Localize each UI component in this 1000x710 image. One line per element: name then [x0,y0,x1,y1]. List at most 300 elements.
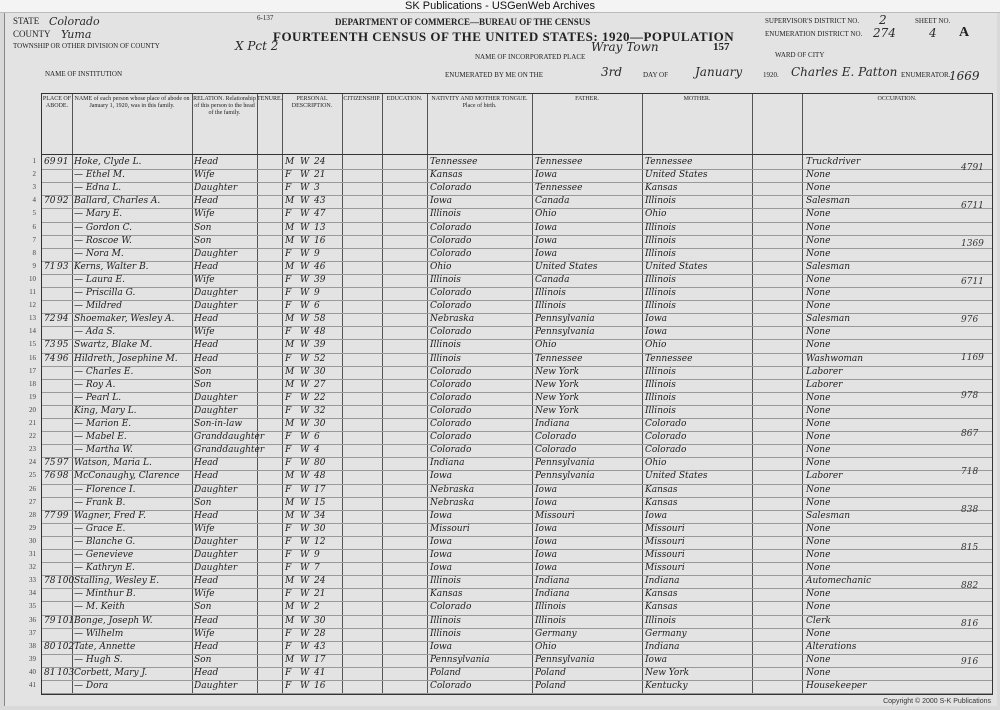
relation: Wife [194,274,215,285]
mother-birthplace: Illinois [645,392,676,403]
birthplace: Pennsylvania [430,654,490,665]
age: 32 [314,405,326,416]
sex: F [285,353,292,364]
birthplace: Indiana [430,458,465,469]
mother-birthplace: Iowa [645,510,668,521]
race: W [300,157,310,167]
race: W [300,497,310,508]
age: 15 [314,497,326,508]
mother-birthplace: Kansas [645,183,678,194]
race: W [300,353,310,364]
relation: Daughter [194,248,238,259]
relation: Wife [194,327,215,338]
age: 30 [314,615,326,626]
father-birthplace: Tennessee [535,157,583,167]
column-divider [427,94,428,694]
row-number: 36 [29,615,36,624]
occupation: None [806,628,831,639]
mother-birthplace: Iowa [645,327,668,338]
dwelling-number: 73 [44,340,56,351]
sex: M [285,340,295,351]
father-birthplace: Iowa [535,235,558,246]
father-birthplace: Illinois [535,301,566,312]
margin-number: 816 [961,619,979,629]
race: W [300,419,310,429]
incorporated-place-value: Wray Town [591,40,659,54]
birthplace: Ohio [430,261,452,272]
census-sheet [4,13,997,706]
dwelling-number: 78 [44,576,56,587]
occupation: Automechanic [806,576,872,587]
dwelling-number: 72 [44,314,56,325]
mother-birthplace: United States [645,170,708,181]
race: W [300,667,310,678]
race: W [300,183,310,194]
relation: Wife [194,209,215,220]
family-number: 97 [57,458,69,469]
occupation: None [806,288,831,298]
relation: Head [194,471,219,482]
occupation: Housekeeper [806,681,867,691]
person-name: — M. Keith [74,602,125,613]
relation: Son [194,497,212,508]
row-number: 7 [32,235,36,244]
occupation: None [806,405,831,416]
person-name: — Marion E. [74,419,132,429]
year-text: 1920. [763,71,779,79]
sex: F [285,536,292,547]
row-number: 39 [29,654,36,663]
row-number: 38 [29,641,36,650]
row-number: 4 [32,196,36,205]
column-divider [642,94,643,694]
row-number: 18 [29,379,36,388]
mother-birthplace: Tennessee [645,157,693,167]
person-name: — Edna L. [74,183,122,194]
person-name: Shoemaker, Wesley A. [74,314,175,325]
birthplace: Iowa [430,563,453,574]
relation: Son [194,235,212,246]
father-birthplace: Illinois [535,288,566,298]
enumerator-label: ENUMERATOR. [901,71,951,79]
race: W [300,550,310,560]
census-title: FOURTEENTH CENSUS OF THE UNITED STATES: 1920—POPULATION [273,29,735,44]
family-number: 95 [57,340,69,351]
birthplace: Tennessee [430,157,478,167]
race: W [300,471,310,482]
father-birthplace: Canada [535,274,570,285]
birthplace: Illinois [430,628,461,639]
row-number: 28 [29,510,36,519]
row-number: 24 [29,458,36,467]
family-number: 96 [57,353,69,364]
row-number: 23 [29,445,36,454]
person-name: — Mabel E. [74,432,127,443]
county-value: Yuma [61,28,92,41]
sex: M [285,419,295,429]
column-divider [257,94,258,694]
occupation: None [806,392,831,403]
race: W [300,523,310,534]
sex: F [285,667,292,678]
row-number: 5 [32,209,36,218]
row-number: 30 [29,536,36,545]
age: 43 [314,196,326,207]
mother-birthplace: Illinois [645,301,676,312]
mother-birthplace: Iowa [645,314,668,325]
age: 9 [314,550,320,560]
sex: F [285,288,292,298]
race: W [300,235,310,246]
column-divider [342,94,343,694]
column-header: EDUCATION. [386,96,423,102]
occupation: Salesman [806,196,851,207]
mother-birthplace: Ohio [645,458,667,469]
occupation: Laborer [806,379,843,390]
birthplace: Iowa [430,550,453,560]
relation: Son-in-law [194,419,243,429]
father-birthplace: Ohio [535,209,557,220]
race: W [300,288,310,298]
occupation: None [806,432,831,443]
incorporated-place-label: NAME OF INCORPORATED PLACE [475,53,586,61]
age: 3 [314,183,320,194]
relation: Head [194,641,219,652]
mother-birthplace: Colorado [645,432,687,443]
race: W [300,445,310,456]
dwelling-number: 77 [44,510,56,521]
birthplace: Colorado [430,248,472,259]
row-number: 17 [29,366,36,375]
relation: Granddaughter [194,432,265,443]
mother-birthplace: United States [645,471,708,482]
occupation: None [806,340,831,351]
relation: Son [194,366,212,377]
relation: Wife [194,628,215,639]
occupation: None [806,248,831,259]
race: W [300,681,310,691]
race: W [300,392,310,403]
person-name: — Priscilla G. [74,288,136,298]
sheet-label: SHEET NO. [915,17,951,25]
relation: Head [194,667,219,678]
sex: F [285,458,292,469]
father-birthplace: Iowa [535,563,558,574]
dwelling-number: 74 [44,353,56,364]
father-birthplace: Iowa [535,248,558,259]
institution-label: NAME OF INSTITUTION [45,70,122,78]
birthplace: Colorado [430,288,472,298]
margin-number: 1169 [961,353,984,363]
row-number: 12 [29,301,36,310]
sex: M [285,314,295,325]
row-number: 16 [29,353,36,362]
sex: M [285,222,295,233]
birthplace: Illinois [430,209,461,220]
relation: Head [194,157,219,167]
birthplace: Colorado [430,301,472,312]
father-birthplace: Germany [535,628,577,639]
person-name: — Minthur B. [74,589,136,600]
relation: Wife [194,170,215,181]
birthplace: Missouri [430,523,470,534]
mother-birthplace: Iowa [645,654,668,665]
birthplace: Colorado [430,419,472,429]
margin-number: 4791 [961,163,984,173]
occupation: Salesman [806,314,851,325]
birthplace: Kansas [430,589,463,600]
occupation: None [806,445,831,456]
age: 13 [314,222,326,233]
row-number: 34 [29,589,36,598]
age: 41 [314,667,326,678]
father-birthplace: Illinois [535,602,566,613]
row-number: 37 [29,628,36,637]
race: W [300,366,310,377]
township-label: TOWNSHIP OR OTHER DIVISION OF COUNTY [13,42,160,50]
race: W [300,248,310,259]
family-number: 98 [57,471,69,482]
person-name: Watson, Maria L. [74,458,152,469]
relation: Daughter [194,392,238,403]
father-birthplace: New York [535,366,580,377]
age: 2 [314,602,320,613]
age: 30 [314,523,326,534]
person-name: — Nora M. [74,248,124,259]
person-name: Tate, Annette [74,641,136,652]
race: W [300,222,310,233]
person-name: — Kathryn E. [74,563,135,574]
age: 80 [314,458,326,469]
occupation: None [806,235,831,246]
relation: Head [194,615,219,626]
enumeration-district-label: ENUMERATION DISTRICT NO. [765,30,863,38]
person-name: — Blanche G. [74,536,136,547]
row-number: 27 [29,497,36,506]
mother-birthplace: Illinois [645,615,676,626]
father-birthplace: Indiana [535,419,570,429]
row-number: 9 [32,261,36,270]
birthplace: Illinois [430,576,461,587]
race: W [300,641,310,652]
column-header: TENURE. [257,96,283,102]
sex: M [285,615,295,626]
age: 39 [314,274,326,285]
birthplace: Illinois [430,340,461,351]
race: W [300,196,310,207]
occupation: None [806,667,831,678]
person-name: — Laura E. [74,274,125,285]
mother-birthplace: Illinois [645,222,676,233]
father-birthplace: Canada [535,196,570,207]
sex: F [285,248,292,259]
birthplace: Colorado [430,379,472,390]
birthplace: Kansas [430,170,463,181]
row-divider [42,693,992,694]
age: 16 [314,681,326,691]
race: W [300,327,310,338]
occupation: None [806,523,831,534]
person-name: McConaughy, Clarence [74,471,180,482]
row-number: 15 [29,340,36,349]
relation: Head [194,458,219,469]
race: W [300,170,310,181]
sex: F [285,628,292,639]
person-name: Hoke, Clyde L. [74,157,142,167]
person-name: — Pearl L. [74,392,122,403]
day-label: DAY OF [643,71,668,79]
person-name: Ballard, Charles A. [74,196,161,207]
mother-birthplace: Missouri [645,536,685,547]
row-number: 14 [29,327,36,336]
family-number: 91 [57,157,69,167]
margin-number: 916 [961,657,979,667]
margin-number: 6711 [961,277,984,287]
mother-birthplace: Missouri [645,523,685,534]
row-number: 26 [29,484,36,493]
sex: M [285,379,295,390]
father-birthplace: New York [535,405,580,416]
age: 24 [314,157,326,167]
relation: Daughter [194,681,238,691]
birthplace: Iowa [430,510,453,521]
age: 16 [314,235,326,246]
age: 52 [314,353,326,364]
race: W [300,536,310,547]
father-birthplace: Colorado [535,432,577,443]
column-divider [282,94,283,694]
birthplace: Illinois [430,615,461,626]
father-birthplace: Iowa [535,550,558,560]
margin-number: 815 [961,543,979,553]
father-birthplace: Pennsylvania [535,327,595,338]
relation: Wife [194,589,215,600]
sex: F [285,445,292,456]
margin-number: 718 [961,467,979,477]
person-name: King, Mary L. [74,405,137,416]
occupation: None [806,327,831,338]
age: 30 [314,419,326,429]
mother-birthplace: Indiana [645,576,680,587]
row-number: 8 [32,248,36,257]
sex: F [285,484,292,495]
row-number: 32 [29,563,36,572]
person-name: — Martha W. [74,445,133,456]
occupation: None [806,209,831,220]
row-number: 2 [32,170,36,179]
row-number: 10 [29,274,36,283]
mother-birthplace: Missouri [645,563,685,574]
column-header: NATIVITY AND MOTHER TONGUE. Place of birth. [431,96,528,109]
margin-number: 838 [961,505,979,515]
column-divider [192,94,193,694]
relation: Son [194,222,212,233]
column-divider [72,94,73,694]
occupation: None [806,458,831,469]
birthplace: Illinois [430,353,461,364]
person-name: — Mildred [74,301,122,312]
dwelling-number: 79 [44,615,56,626]
sex: M [285,196,295,207]
race: W [300,405,310,416]
age: 30 [314,366,326,377]
state-label: STATE [13,16,40,26]
page-number: 157 [713,41,730,53]
occupation: None [806,419,831,429]
margin-number: 882 [961,581,979,591]
sex: F [285,274,292,285]
person-name: — Ethel M. [74,170,125,181]
relation: Son [194,602,212,613]
relation: Head [194,261,219,272]
birthplace: Iowa [430,641,453,652]
row-number: 1 [32,157,36,165]
race: W [300,209,310,220]
sex: F [285,589,292,600]
age: 48 [314,471,326,482]
occupation: None [806,301,831,312]
relation: Head [194,196,219,207]
margin-number: 867 [961,429,979,439]
race: W [300,576,310,587]
sex: M [285,602,295,613]
age: 6 [314,432,320,443]
person-name: — Mary E. [74,209,123,220]
age: 9 [314,248,320,259]
occupation: None [806,497,831,508]
race: W [300,563,310,574]
enumeration-district-value: 274 [873,26,896,40]
age: 43 [314,641,326,652]
row-number: 25 [29,471,36,480]
sex: M [285,576,295,587]
supervisor-district-label: SUPERVISOR'S DISTRICT NO. [765,17,860,25]
mother-birthplace: Illinois [645,366,676,377]
relation: Head [194,510,219,521]
column-header: PERSONAL DESCRIPTION. [291,96,333,109]
person-name: Hildreth, Josephine M. [74,353,178,364]
dwelling-number: 69 [44,157,56,167]
mother-birthplace: Kentucky [645,681,688,691]
father-birthplace: Illinois [535,615,566,626]
race: W [300,615,310,626]
sex: F [285,183,292,194]
race: W [300,628,310,639]
father-birthplace: Ohio [535,641,557,652]
birthplace: Nebraska [430,497,475,508]
row-number: 11 [29,288,36,296]
family-number: 94 [57,314,69,325]
age: 6 [314,301,320,312]
dwelling-number: 80 [44,641,56,652]
birthplace: Colorado [430,235,472,246]
person-name: Kerns, Walter B. [74,261,149,272]
race: W [300,274,310,285]
relation: Head [194,576,219,587]
person-name: Stalling, Wesley E. [74,576,160,587]
occupation: None [806,274,831,285]
occupation: None [806,654,831,665]
birthplace: Colorado [430,392,472,403]
person-name: — Wilhelm [74,628,124,639]
birthplace: Iowa [430,536,453,547]
column-divider [752,94,753,694]
mother-birthplace: Tennessee [645,353,693,364]
sheet-side: A [959,25,970,40]
column-header: CITIZENSHIP. [343,96,381,102]
mother-birthplace: Germany [645,628,687,639]
occupation: Washwoman [806,353,864,364]
